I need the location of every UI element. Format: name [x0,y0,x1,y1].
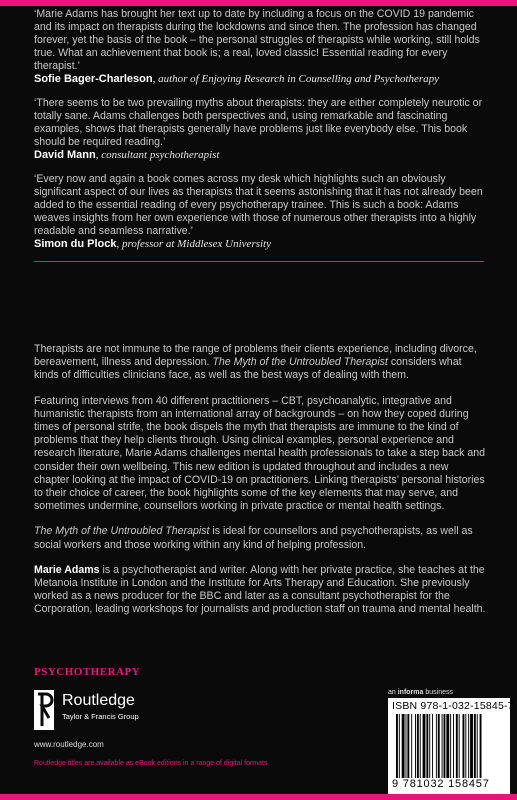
publisher-group: Taylor & Francis Group [62,712,139,721]
top-accent-bar [0,0,517,6]
barcode-bar [429,714,430,778]
book-title-italic: The Myth of the Untroubled Therapist [34,525,210,538]
reviewer-name: Sofie Bager-Charleson [34,73,153,85]
publisher-logo [34,690,234,730]
book-title-italic: The Myth of the Untroubled Therapist [212,356,388,369]
routledge-mark-icon [34,690,54,730]
author-bio [34,564,486,617]
barcode-bar [426,714,428,778]
reviewer-role: , author of Enjoying Research in Counselling and Psychotherapy [152,73,440,85]
barcode-bar [402,714,405,778]
reviewer-role: , consultant psychotherapist [95,149,220,161]
reviewer-role: , professor at Middlesex University [116,238,271,250]
description-paragraph-1 [34,343,486,383]
reviewer-name: Simon du Plock [34,238,117,250]
barcode-bar [446,714,449,778]
isbn-barcode-box [388,698,514,794]
isbn-number: ISBN 978-1-032-15845-7 [392,700,514,712]
barcode-bar [406,714,407,778]
barcode-bar [459,714,460,778]
informa-wordmark: informa [397,689,424,696]
text-run: business [423,689,453,696]
barcode-bar [411,714,412,778]
bottom-accent-bar [0,794,517,800]
review-quote: ‘There seems to be two prevailing myths about therapists: they are either completely neurotic or totally sane. Adams challenges both perspectives and, using remarkable and fascinating examples, shows that therapists generally have problems just like everybody else. This book should be required reading.’ [34,97,483,148]
publisher-url[interactable]: www.routledge.com [34,740,104,749]
barcode-bar [415,714,416,778]
barcode-bar [444,714,446,778]
text-run: is ideal for counsellors and psychotherapists, as well as social workers and those working within any kind of helping profession. [34,525,473,551]
reviewer-name: David Mann [34,149,96,161]
barcode-bar [480,714,482,778]
barcode-bar [438,714,440,778]
publisher-name: Routledge [62,692,135,709]
book-description [34,343,486,629]
barcode-bar [396,714,398,778]
barcode-bar [420,714,421,778]
ebook-availability-note: Routledge titles are available as eBook editions in a range of digital formats [34,760,268,767]
review-3 [34,173,484,251]
review-attribution [34,238,484,251]
text-run: is a psychotherapist and writer. Along with her private practice, she teaches at the Metanoia Institute in London and the Institute for Arts Therapy and Education. She previously worked as a news producer for the BBC and later as a consultant psychotherapist for the Corporation, leading workshops for journalists and production staff on trauma and mental health. [34,563,486,616]
barcode-bar [463,714,465,778]
text-run: Therapists are not immune to the range of problems their clients experience, including divorce, bereavement, illness and depression. [34,343,477,369]
review-1 [34,8,484,86]
barcode [396,714,502,778]
informa-business-label [388,689,453,696]
barcode-bar [470,714,473,778]
review-attribution [34,73,484,86]
barcode-bar [399,714,400,778]
barcode-bar [442,714,443,778]
barcode-digits: 9 781032 158457 [392,778,490,790]
reviews-section [34,8,484,262]
description-paragraph-2: Featuring interviews from 40 different practitioners – CBT, psychoanalytic, integrative and humanistic therapists from an international array of backgrounds – on how they coped during times of personal strife, the book dispels the myth that therapists are immune to the kind of problems that they help clients through. Using clinical examples, personal experience and research literature, Marie Adams challenges mental health professionals to take a step back and consider their own wellbeing. This new edition is updated throughout and includes a new chapter looking at the impact of COVID-19 on practitioners. Linking therapists’ personal histories to their choice of career, the book highlights some of the key elements that may serve, and sometimes undermine, counsellors working in private practice or mental health settings. [34,394,486,513]
review-2 [34,97,484,162]
review-attribution [34,149,484,162]
barcode-bar [417,714,419,778]
review-quote: ‘Every now and again a book comes across my desk which highlights such an obviously significant aspect of our lives as therapists that it seems astonishing that it has not already been added to the essential reading of every psychotherapy trainee. This is such a book: Adams weaves insights from her own experience with those of numerous other therapists into a highly readable and seamless narrative.’ [34,173,483,237]
barcode-bar [436,714,437,778]
text-run: considers what kinds of difficulties clinicians face, as well as the best ways of dealing with them. [34,356,462,382]
barcode-bar [456,714,458,778]
barcode-bar [407,714,409,778]
text-run: an [388,689,398,696]
review-quote: ‘Marie Adams has brought her text up to date by including a focus on the COVID 19 pandemic and its impact on therapists during the lockdowns and since then. The profession has changed forever, yet the basis of the book – the personal struggles of therapists while working, still holds true. What an achievement that book is; a real, loved classic! Essential reading for every therapist.’ [34,8,480,72]
barcode-bar [468,714,469,778]
barcode-bar [474,714,476,778]
barcode-bar [450,714,451,778]
barcode-bar [465,714,466,778]
description-paragraph-3 [34,525,486,551]
barcode-bar [453,714,454,778]
barcode-bar [477,714,478,778]
barcode-bar [432,714,433,778]
subject-category: PSYCHOTHERAPY [34,666,141,678]
author-name: Marie Adams [34,563,100,576]
barcode-bar [423,714,426,778]
